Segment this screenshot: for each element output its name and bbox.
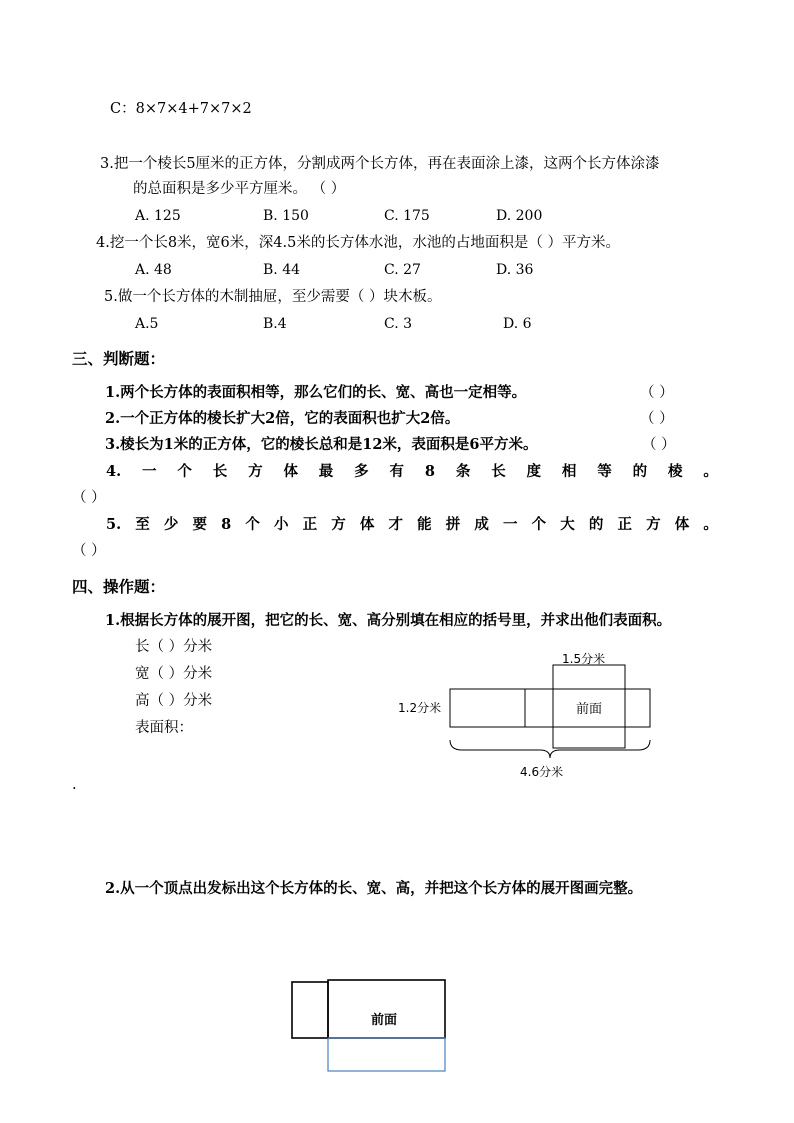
question-4-line1: 4.挖一个长8米，宽6米，深4.5米的长方体水池，水池的占地面积是（ ）平方米。: [96, 235, 620, 251]
operation-question-1: 1.根据长方体的展开图，把它的长、宽、高分别填在相应的括号里，并求出他们表面积。: [105, 612, 672, 629]
judge-item-5-char: 5.: [106, 516, 122, 533]
judge-item-5-char: 8: [221, 516, 232, 533]
judge-item-5-char: 要: [192, 516, 208, 533]
judge-item-4-answer-blank[interactable]: （ ）: [72, 490, 106, 506]
judge-item-4-char: 长: [491, 463, 506, 480]
judge-item-5-char: 方: [646, 516, 661, 533]
question-3-line2: 的总面积是多少平方厘米。 （ ）: [133, 181, 346, 197]
height-field[interactable]: 高（ ）分米: [135, 693, 213, 709]
q4-option-a: A. 48: [135, 262, 172, 278]
option-c-line: C：8×7×4+7×7×2: [110, 101, 252, 117]
judge-item-5-char: 体: [674, 516, 690, 533]
net-middle-strip: [450, 689, 650, 727]
question-3-line1: 3.把一个棱长5厘米的正方体，分割成两个长方体，再在表面涂上漆，这两个长方体涂漆: [100, 156, 660, 172]
judge-item-4-char: 个: [177, 463, 192, 480]
cuboid-net-diagram: [390, 645, 670, 785]
judge-item-5-char: 个: [531, 516, 547, 533]
judge-item-4-char: 方: [248, 463, 263, 480]
judge-item-2: 2.一个正方体的棱长扩大2倍，它的表面积也扩大2倍。: [105, 410, 460, 427]
judge-item-5: [106, 516, 718, 534]
judge-item-4-char: 的: [632, 463, 648, 480]
bottom-dimension-label: 4.6分米: [520, 765, 564, 779]
judge-item-5-char: 成: [474, 516, 489, 533]
net-top-face: [553, 665, 625, 689]
judge-item-4-char: 一: [142, 463, 157, 480]
judge-item-4-char: 等: [597, 463, 612, 480]
judge-item-5-char: 一: [502, 516, 518, 533]
judge-item-5-char: 能: [417, 516, 432, 533]
judge-item-1: 1.两个长方体的表面积相等，那么它们的长、宽、高也一定相等。: [105, 384, 527, 401]
judge-item-5-char: 才: [388, 516, 403, 533]
judge-item-4-char: 多: [354, 463, 369, 480]
q5-option-b: B.4: [263, 316, 287, 332]
section-3-heading: 三、判断题：: [72, 350, 166, 368]
q5-option-d: D. 6: [503, 316, 532, 332]
judge-item-4-char: 4.: [106, 463, 122, 480]
net2-front-label: 前面: [371, 1013, 398, 1028]
judge-item-3: 3.棱长为1米的正方体，它的棱长总和是12米，表面积是6平方米。: [105, 436, 538, 453]
operation-question-2: 2.从一个顶点出发标出这个长方体的长、宽、高，并把这个长方体的展开图画完整。: [105, 880, 643, 897]
judge-item-5-char: 小: [273, 516, 289, 533]
judge-item-3-answer-blank[interactable]: （ ）: [642, 437, 676, 453]
q3-option-c: C. 175: [384, 208, 430, 224]
judge-item-5-char: 至: [135, 516, 150, 533]
q3-option-a: A. 125: [135, 208, 181, 224]
length-field[interactable]: 长（ ）分米: [135, 639, 213, 655]
judge-item-4-char: 度: [526, 463, 542, 480]
judge-item-4-char: 棱: [667, 463, 683, 480]
judge-item-2-answer-blank[interactable]: （ ）: [640, 411, 674, 427]
judge-item-4-char: 最: [318, 463, 334, 480]
surface-area-label: 表面积：: [135, 720, 193, 736]
q4-option-c: C. 27: [384, 262, 421, 278]
judge-item-5-char: 少: [163, 516, 179, 533]
judge-item-1-answer-blank[interactable]: （ ）: [640, 385, 674, 401]
net2-bottom-face: [328, 1038, 445, 1071]
judge-item-5-char: 个: [245, 516, 260, 533]
judge-item-5-char: 正: [617, 516, 632, 533]
judge-item-5-char: 体: [359, 516, 375, 533]
section-4-heading: 四、操作题：: [72, 578, 166, 596]
judge-item-5-char: 方: [331, 516, 346, 533]
judge-item-4-char: 长: [212, 463, 228, 480]
judge-item-5-char: 的: [588, 516, 604, 533]
net-bottom-face: [553, 727, 625, 748]
judge-item-5-char: 大: [560, 516, 575, 533]
net2-front-face: [328, 980, 445, 1038]
stray-dot: .: [72, 777, 77, 793]
judge-item-4: [106, 463, 718, 481]
judge-item-4-char: 相: [561, 463, 577, 480]
q4-option-d: D. 36: [496, 262, 534, 278]
width-brace: [450, 740, 650, 758]
q5-option-a: A.5: [135, 316, 159, 332]
front-face-label: 前面: [576, 702, 603, 717]
width-field[interactable]: 宽（ ）分米: [135, 666, 213, 682]
judge-item-5-char: 。: [703, 516, 718, 533]
judge-item-5-char: 拼: [445, 516, 461, 533]
judge-item-5-answer-blank[interactable]: （ ）: [72, 543, 106, 559]
question-5-line1: 5.做一个长方体的木制抽屉，至少需要（ ）块木板。: [104, 289, 442, 305]
judge-item-4-char: 。: [703, 463, 718, 480]
left-dimension-label: 1.2分米: [398, 701, 442, 715]
judge-item-4-char: 有: [389, 463, 405, 480]
net2-side-face: [292, 982, 328, 1038]
top-dimension-label: 1.5分米: [562, 652, 606, 666]
q5-option-c: C. 3: [384, 316, 413, 332]
judge-item-4-char: 条: [455, 463, 471, 480]
judge-item-5-char: 正: [302, 516, 318, 533]
incomplete-net-diagram: [285, 975, 455, 1080]
judge-item-4-char: 8: [424, 463, 435, 480]
judge-item-4-char: 体: [283, 463, 298, 480]
q3-option-d: D. 200: [496, 208, 543, 224]
q4-option-b: B. 44: [263, 262, 301, 278]
q3-option-b: B. 150: [263, 208, 309, 224]
